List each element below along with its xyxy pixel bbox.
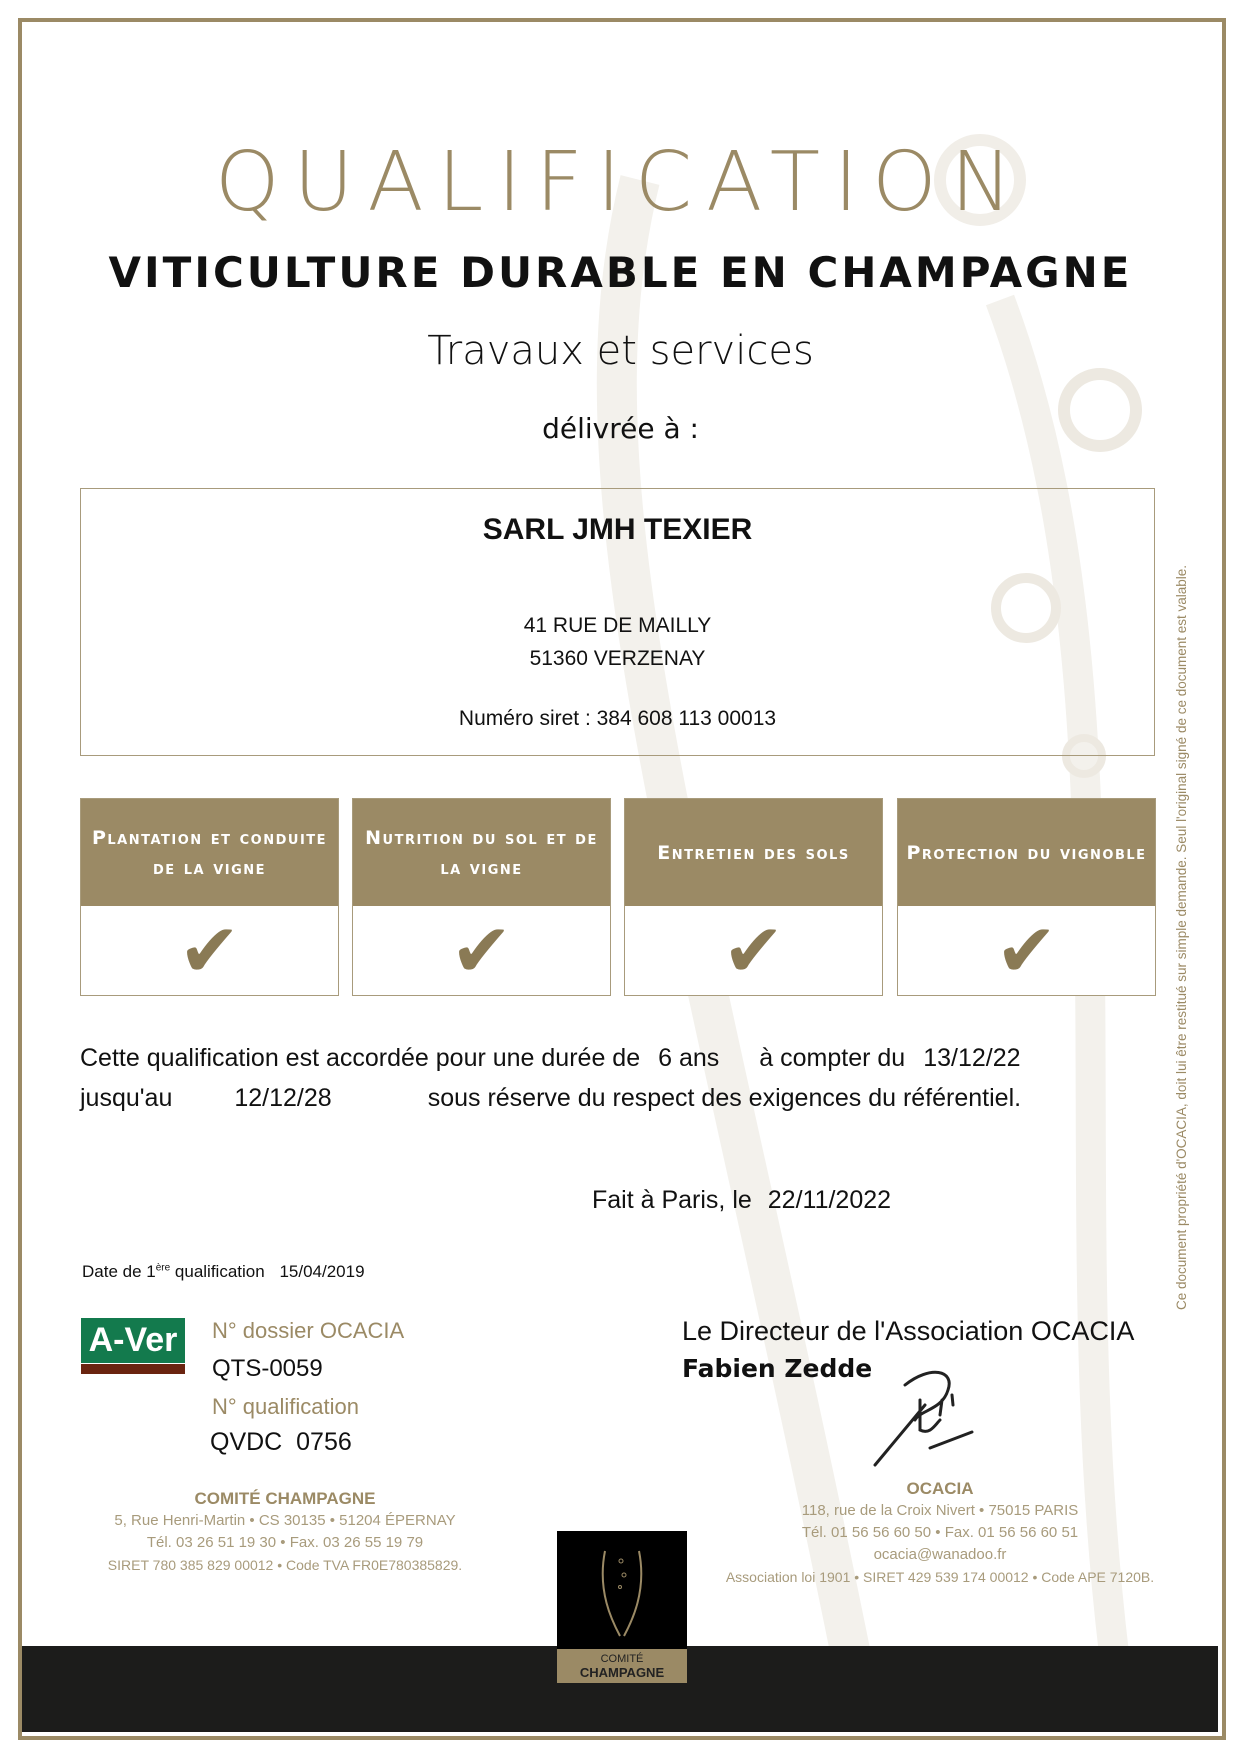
delivered-to-label: délivrée à :	[542, 412, 699, 445]
logo-line-1: COMITÉ	[600, 1653, 644, 1665]
domain-label: Protection du vignoble	[898, 799, 1155, 906]
domain-plantation	[80, 798, 339, 996]
validity-text-2: à compter du	[759, 1044, 906, 1072]
qualification-category: Travaux et services	[427, 328, 814, 374]
validity-text-3: jusqu'au	[80, 1084, 173, 1112]
check-icon: ✔	[178, 907, 241, 994]
validity-text-4: sous réserve du respect des exigences du référentiel.	[427, 1084, 1022, 1112]
address-line-2: 51360 VERZENAY	[529, 647, 706, 670]
validity-duration: 6 ans	[658, 1044, 720, 1072]
check-icon: ✔	[995, 907, 1058, 994]
domain-label: Nutrition du sol et de la vigne	[353, 799, 610, 906]
holder-box	[80, 488, 1155, 756]
qualification-prefix: QVDC	[210, 1428, 283, 1456]
holder-siret: Numéro siret : 384 608 113 00013	[458, 707, 777, 730]
dossier-number: QTS-0059	[212, 1355, 323, 1382]
first-qual-sup: ère	[155, 1262, 171, 1274]
validity-line-2	[80, 1084, 1021, 1113]
comite-address-block	[90, 1488, 480, 1576]
aver-logo	[81, 1318, 185, 1374]
first-qual-label-b: qualification	[170, 1262, 265, 1281]
check-icon: ✔	[450, 907, 513, 994]
validity-text-1: Cette qualification est accordée pour une durée de	[80, 1044, 641, 1072]
ocacia-phone: Tél. 01 56 56 60 50 • Fax. 01 56 56 60 51	[801, 1524, 1079, 1541]
validity-end-date: 12/12/28	[234, 1084, 332, 1112]
holder-address	[81, 609, 1154, 675]
ocacia-address: 118, rue de la Croix Nivert • 75015 PARIS	[801, 1502, 1079, 1519]
domain-entretien	[624, 798, 883, 996]
document-subtitle: VITICULTURE DURABLE EN CHAMPAGNE	[108, 248, 1133, 297]
comite-name: COMITÉ CHAMPAGNE	[194, 1489, 376, 1508]
issued-label: Fait à Paris, le	[592, 1186, 752, 1214]
issued-line	[592, 1186, 891, 1215]
qualification-value: 0756	[296, 1428, 352, 1456]
comite-siret: SIRET 780 385 829 00012 • Code TVA FR0E780385829.	[107, 1557, 463, 1573]
comite-phone: Tél. 03 26 51 19 30 • Fax. 03 26 55 19 79	[146, 1534, 424, 1551]
first-qualification	[82, 1262, 365, 1282]
ocacia-address-block	[720, 1478, 1160, 1588]
qualification-number	[210, 1428, 352, 1457]
first-qual-date: 15/04/2019	[279, 1262, 365, 1281]
validity-start-date: 13/12/22	[923, 1044, 1021, 1072]
validity-line-1	[80, 1044, 1021, 1073]
side-legal-note: Ce document propriété d'OCACIA, doit lui être restitué sur simple demande. Seul l'original signé de ce document est valable.	[1174, 564, 1189, 1310]
domain-label: Plantation et conduite de la vigne	[81, 799, 338, 906]
document-title: QUALIFICATION	[214, 135, 1026, 230]
comite-address: 5, Rue Henri-Martin • CS 30135 • 51204 ÉPERNAY	[114, 1512, 456, 1529]
logo-line-2: CHAMPAGNE	[579, 1665, 665, 1680]
comite-champagne-logo	[557, 1531, 687, 1683]
issued-date: 22/11/2022	[767, 1186, 892, 1214]
director-name: Fabien Zedde	[682, 1354, 873, 1383]
ocacia-email: ocacia@wanadoo.fr	[873, 1546, 1007, 1563]
director-signature	[870, 1360, 980, 1470]
dossier-label: N° dossier OCACIA	[212, 1318, 405, 1343]
champagne-glass-icon	[557, 1531, 687, 1641]
holder-name: SARL JMH TEXIER	[482, 513, 753, 546]
check-icon: ✔	[722, 907, 785, 994]
first-qual-label: Date de 1	[82, 1262, 156, 1281]
address-line-1: 41 RUE DE MAILLY	[523, 614, 712, 637]
ocacia-name: OCACIA	[906, 1479, 974, 1498]
aver-logo-text: A-Ver	[81, 1318, 185, 1363]
qualification-number-label: N° qualification	[212, 1394, 359, 1419]
domain-label: Entretien des sols	[625, 799, 882, 906]
director-title: Le Directeur de l'Association OCACIA	[682, 1316, 1135, 1346]
domain-nutrition	[352, 798, 611, 996]
domain-protection	[897, 798, 1156, 996]
ocacia-siret: Association loi 1901 • SIRET 429 539 174 00012 • Code APE 7120B.	[725, 1569, 1155, 1585]
